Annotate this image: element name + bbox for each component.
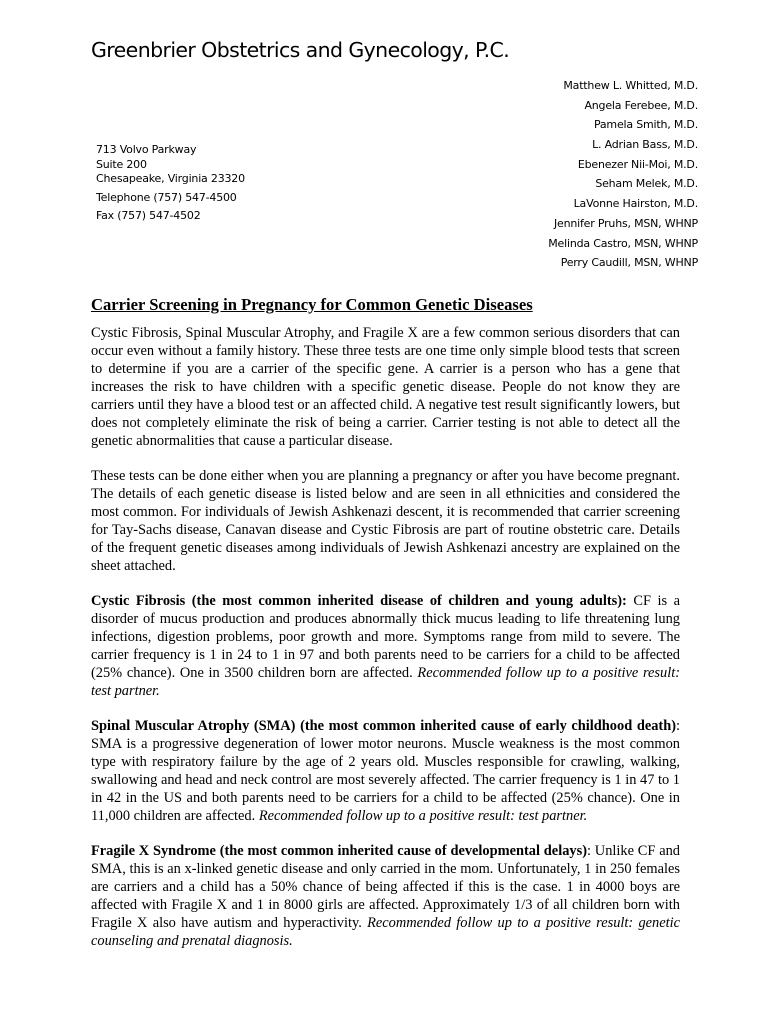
staff-member: L. Adrian Bass, M.D. (592, 138, 698, 152)
staff-member: LaVonne Hairston, M.D. (573, 197, 698, 211)
address-street: 713 Volvo Parkway (96, 143, 197, 156)
disease-description: : SMA is a progressive degeneration of lower motor neurons. Muscle weakness is the most common type with respiratory failure by the age of 2 years old. Muscles responsible for crawling, walking, swallowing and head and neck control are most severely affected. The carrier frequency is 1 in 47 to 1 in 42 in the US and both parents need to be carriers for a child to be affected (25% chance). One in 11,000 children are affected. (91, 718, 680, 824)
practice-name: Greenbrier Obstetrics and Gynecology, P.C. (91, 38, 510, 62)
disease-section-fragile-x (91, 842, 680, 950)
document-body (91, 296, 680, 967)
staff-member: Pamela Smith, M.D. (593, 118, 698, 132)
disease-title: Cystic Fibrosis (the most common inherited disease of children and young adults): (91, 593, 627, 609)
disease-recommendation: Recommended follow up to a positive result: genetic counseling and prenatal diagnosis. (91, 915, 680, 949)
intro-paragraph: These tests can be done either when you are planning a pregnancy or after you have become pregnant. The details of each genetic disease is listed below and are seen in all ethnicities and considered the most common. For individuals of Jewish Ashkenazi descent, it is recommended that carrier screening for Tay-Sachs disease, Canavan disease and Cystic Fibrosis are part of routine obstetric care. Details of the frequent genetic diseases among individuals of Jewish Ashkenazi ancestry are explained on the sheet attached. (91, 468, 680, 574)
document-heading: Carrier Screening in Pregnancy for Common Genetic Diseases (91, 295, 533, 314)
disease-recommendation: Recommended follow up to a positive result: test partner. (258, 808, 588, 824)
disease-description: : Unlike CF and SMA, this is an x-linked genetic disease and only carried in the mom. Unfortunately, 1 in 250 females are carriers and a child has a 50% chance of being affected if this is the case. 1 in 4000 boys are affected with Fragile X and 1 in 8000 girls are affected. Approximately 1/3 of all children born with Fragile X also have autism and hyperactivity. (91, 843, 680, 931)
disease-title: Spinal Muscular Atrophy (SMA) (the most common inherited cause of early childhood death) (91, 718, 676, 734)
staff-member: Melinda Castro, MSN, WHNP (548, 236, 698, 250)
disease-section-sma (91, 717, 680, 825)
intro-paragraph: Cystic Fibrosis, Spinal Muscular Atrophy, and Fragile X are a few common serious disorders that can occur even without a family history. These three tests are one time only simple blood tests that screen to determine if you are a carrier of the specific gene. A carrier is a person who has a gene that increases the risk to have children with a specific genetic disease. People do not know they are carriers until they have a blood test or an affected child. A negative test result significantly lowers, but does not completely eliminate the risk of being a carrier. Carrier testing is not able to detect all the genetic abnormalities that cause a particular disease. (91, 325, 680, 449)
address-city: Chesapeake, Virginia 23320 (96, 172, 245, 185)
staff-member: Jennifer Pruhs, MSN, WHNP (553, 216, 698, 230)
address-telephone: Telephone (757) 547-4500 (96, 190, 237, 204)
staff-member: Perry Caudill, MSN, WHNP (560, 256, 698, 270)
staff-member: Angela Ferebee, M.D. (584, 98, 698, 112)
address-suite: Suite 200 (96, 157, 147, 171)
staff-list (398, 76, 698, 273)
practice-address (96, 143, 245, 224)
disease-title: Fragile X Syndrome (the most common inherited cause of developmental delays) (91, 843, 587, 859)
staff-member: Seham Melek, M.D. (595, 177, 698, 191)
staff-member: Ebenezer Nii-Moi, M.D. (577, 157, 698, 171)
address-fax: Fax (757) 547-4502 (96, 209, 201, 222)
disease-section-cystic-fibrosis (91, 592, 680, 700)
staff-member: Matthew L. Whitted, M.D. (563, 79, 698, 92)
disease-description: CF is a disorder of mucus production and produces abnormally thick mucus leading to life threatening lung infections, digestion problems, poor growth and more. Symptoms range from mild to severe. The carrier frequency is 1 in 24 to 1 in 97 and both parents need to be carriers for a child to be affected (25% chance). One in 3500 children born are affected. (91, 593, 680, 681)
disease-recommendation: Recommended follow up to a positive result: test partner. (91, 665, 680, 699)
